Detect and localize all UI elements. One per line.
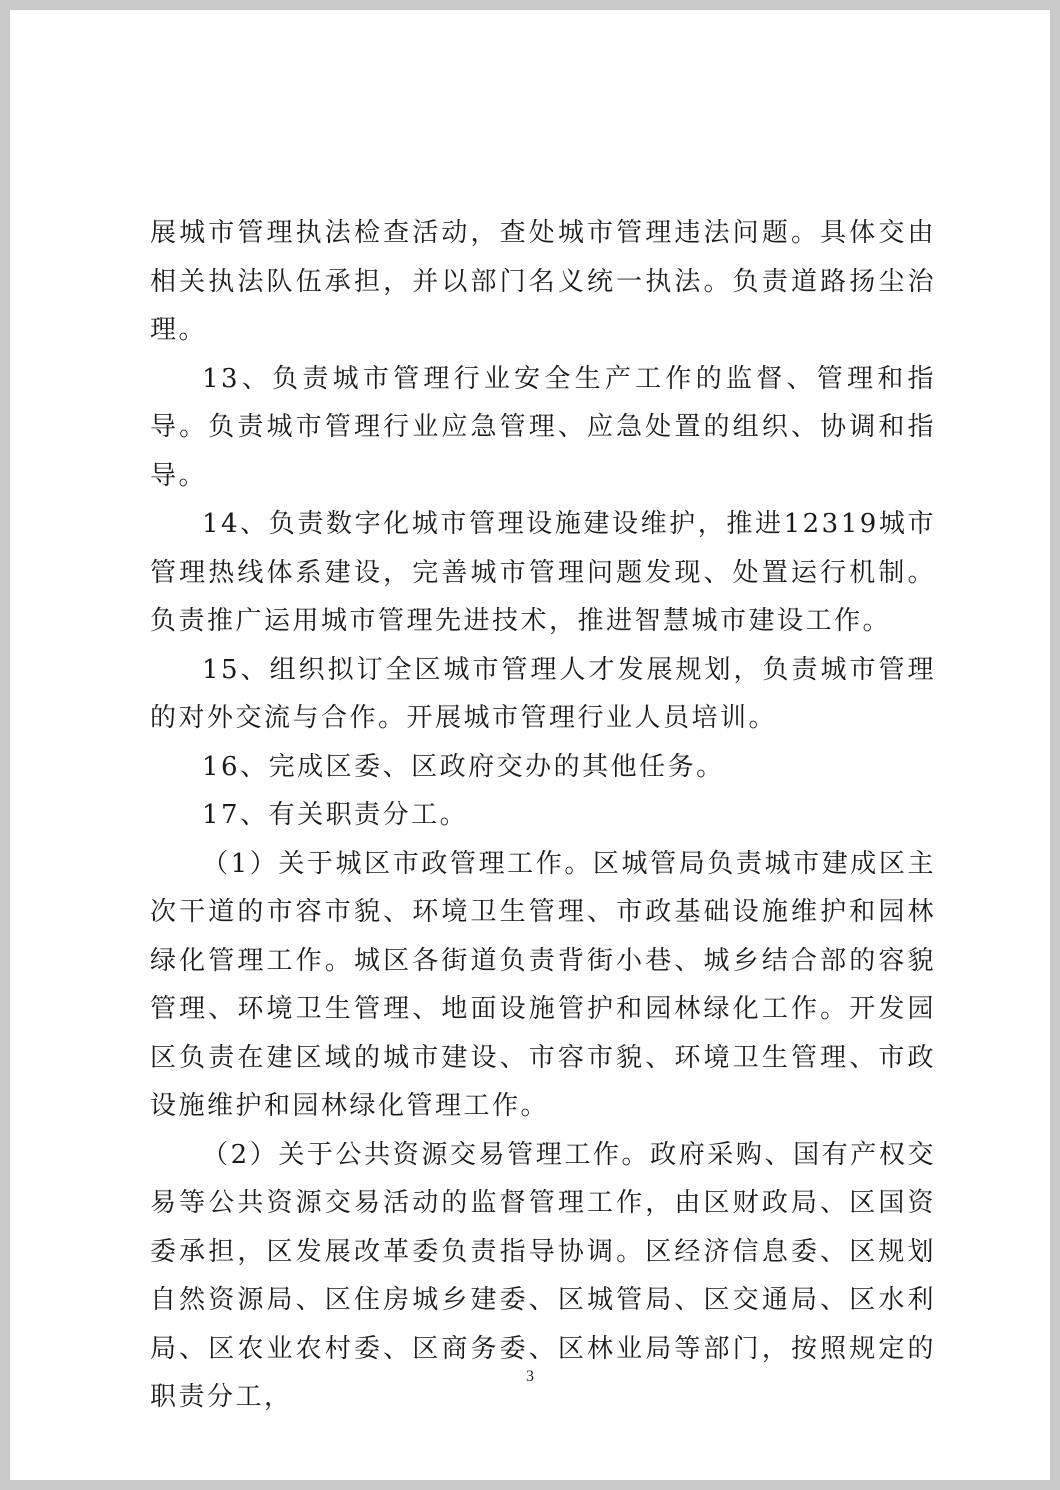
paragraph-item-15: 15、组织拟订全区城市管理人才发展规划，负责城市管理的对外交流与合作。开展城市管理行业人员培训。: [150, 654, 936, 733]
paragraph-item-16: 16、完成区委、区政府交办的其他任务。: [202, 751, 725, 782]
paragraph-subitem-1: （1）关于城区市政管理工作。区城管局负责城市建成区主次干道的市容市貌、环境卫生管理、市政基础设施维护和园林绿化管理工作。城区各街道负责背街小巷、城乡结合部的容貌管理、环境卫生管理、地面设施管护和园林绿化工作。开发园区负责在建区域的城市建设、市容市貌、环境卫生管理、市政设施维护和园林绿化管理工作。: [150, 848, 936, 1121]
paragraph-item-14: 14、负责数字化城市管理设施建设维护，推进12319城市管理热线体系建设，完善城市管理问题发现、处置运行机制。负责推广运用城市管理先进技术，推进智慧城市建设工作。: [150, 509, 936, 636]
document-page: [10, 10, 1050, 1480]
body-text: [150, 209, 936, 1422]
paragraph-item-13: 13、负责城市管理行业安全生产工作的监督、管理和指导。负责城市管理行业应急管理、应急处置的组织、协调和指导。: [150, 363, 936, 491]
paragraph-item-17: 17、有关职责分工。: [202, 800, 469, 830]
paragraph-subitem-2: （2）关于公共资源交易管理工作。政府采购、国有产权交易等公共资源交易活动的监督管理工作，由区财政局、区国资委承担，区发展改革委负责指导协调。区经济信息委、区规划自然资源局、区住房城乡建委、区城管局、区交通局、区水利局、区农业农村委、区商务委、区林业局等部门，按照规定的职责分工，: [150, 1139, 936, 1412]
paragraph-continuation: 展城市管理执法检查活动，查处城市管理违法问题。具体交由相关执法队伍承担，并以部门名义统一执法。负责道路扬尘治理。: [150, 218, 936, 345]
page-number: 3: [526, 1368, 534, 1385]
